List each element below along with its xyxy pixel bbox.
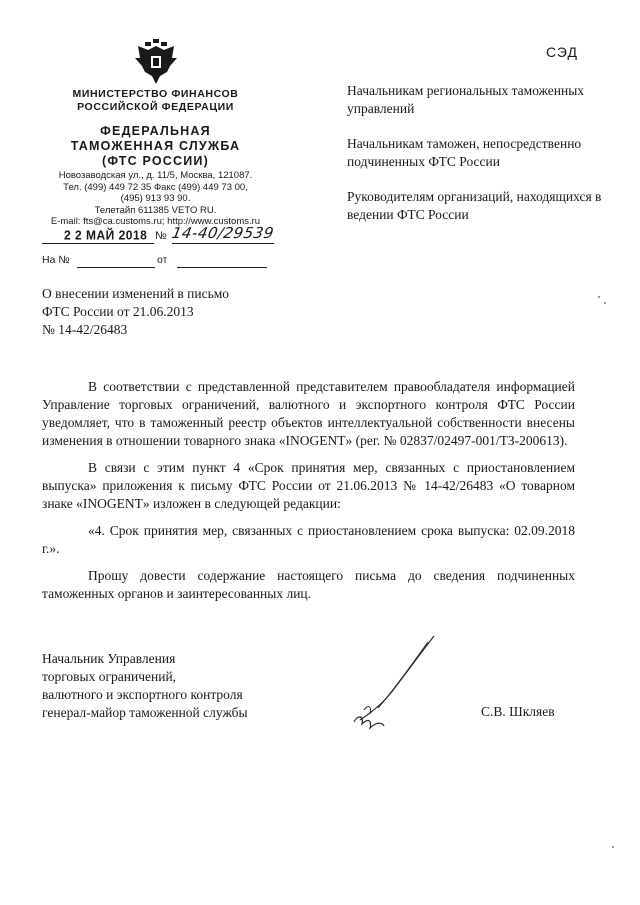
number-label: № [155, 230, 167, 242]
address-line: Телетайп 611385 VETO RU. [94, 204, 217, 216]
letter-body [42, 378, 575, 612]
signer-title-line: Начальник Управления [42, 651, 176, 666]
subject-line: ФТС России от 21.06.2013 [42, 304, 194, 319]
recipient: Начальникам региональных таможенных управлений [347, 83, 585, 116]
service-line: ТАМОЖЕННАЯ СЛУЖБА [70, 139, 241, 153]
scan-speck [604, 302, 606, 304]
service-line: ФЕДЕРАЛЬНАЯ [100, 124, 211, 138]
body-paragraph: Прошу довести содержание настоящего письма до сведения подчиненных таможенных органов и заинтересованных лиц. [42, 568, 575, 601]
registration-number: 14-40/29539 [170, 224, 276, 242]
ministry-line: РОССИЙСКОЙ ФЕДЕРАЦИИ [77, 101, 234, 113]
body-paragraph: В соответствии с представленной представителем правообладателя информацией Управление торговых ограничений, валютного и экспортного контроля ФТС России уведомляет, что в таможенный реестр объектов интеллектуальной собственности внесены изменения в отношении товарного знака «INOGENT» (рег. № 02837/02497-001/ТЗ-200613). [42, 379, 575, 448]
body-paragraph: «4. Срок принятия мер, связанных с приостановлением срока выпуска: 02.09.2018 г.». [42, 523, 575, 556]
recipient: Начальникам таможен, непосредственно подчиненных ФТС России [347, 136, 582, 169]
number-underline [172, 243, 274, 244]
sender-address [42, 170, 269, 228]
date-underline [42, 243, 154, 244]
scan-speck [612, 846, 614, 848]
service-name [48, 124, 263, 169]
reply-to-label: На № [42, 254, 70, 266]
sed-mark: СЭД [545, 44, 578, 60]
reply-to-underline [77, 267, 155, 268]
recipients-block [347, 82, 607, 241]
signer-title [42, 650, 302, 722]
signer-title-line: валютного и экспортного контроля [42, 687, 243, 702]
ministry-name [48, 88, 263, 114]
from-label: от [157, 254, 168, 266]
subject-block [42, 285, 302, 339]
signer-title-line: торговых ограничений, [42, 669, 177, 684]
handwritten-signature [342, 634, 452, 734]
ministry-line: МИНИСТЕРСТВО ФИНАНСОВ [72, 88, 239, 100]
subject-line: № 14-42/26483 [42, 322, 128, 337]
from-underline [177, 267, 267, 268]
scan-speck [598, 296, 600, 298]
registration-row [42, 226, 282, 248]
service-line: (ФТС РОССИИ) [102, 154, 209, 168]
subject-line: О внесении изменений в письмо [42, 286, 230, 301]
reply-to-row [42, 254, 272, 272]
coat-of-arms-icon [134, 38, 178, 86]
address-line: Новозаводская ул., д. 11/5, Москва, 121087. [58, 170, 253, 181]
signer-title-line: генерал-майор таможенной службы [42, 705, 248, 720]
address-line: Тел. (499) 449 72 35 Факс (499) 449 73 00, [63, 181, 248, 193]
body-paragraph: В связи с этим пункт 4 «Срок принятия мер, связанных с приостановлением выпуска» приложения к письму ФТС России от 21.06.2013 № 14-42/26483 «О товарном знаке «INOGENT» изложен в следующей редакции: [42, 460, 575, 511]
email-line: E-mail: fts@ca.customs.ru; http://www.customs.ru [50, 216, 261, 227]
registration-date-stamp: 2 2 МАЙ 2018 [64, 227, 148, 243]
recipient: Руководителям организаций, находящихся в ведении ФТС России [347, 189, 602, 222]
signer-name: С.В. Шкляев [481, 704, 555, 719]
address-line: (495) 913 93 90. [120, 193, 191, 204]
